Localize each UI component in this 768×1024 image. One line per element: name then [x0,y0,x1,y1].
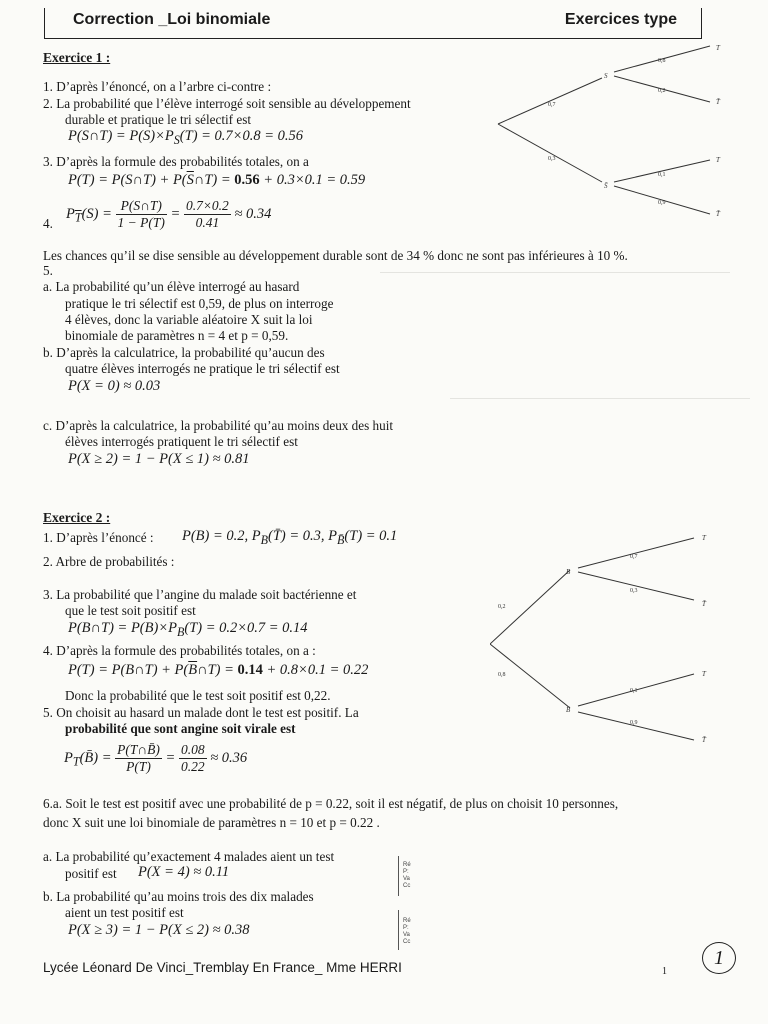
tree-prob-label: 0,3 [548,156,556,162]
ex2-probability-tree [490,528,730,750]
tree-branch [498,124,602,182]
tree-leaf-label: T̄ [716,98,720,106]
exercise-1-title: Exercice 1 : [43,50,111,65]
page-header [44,8,702,39]
tree-leaf-label: T̄ [716,210,720,218]
tree-leaf-label: T [702,670,706,678]
footer-text: Lycée Léonard De Vinci_Tremblay En France_ Mme HERRI [43,960,402,975]
ex1-item-3: 3. D’après la formule des probabilités totales, on a [43,154,309,169]
ex2-item-6a-l2: donc X suit une loi binomiale de paramètres n = 10 et p = 0.22 . [43,815,380,830]
tree-node-label: S̄ [604,182,608,190]
tree-leaf-label: T̄ [702,600,706,608]
tree-prob-label: 0,8 [658,58,666,64]
ex1-item-5c-l2: élèves interrogés pratiquent le tri sélectif est [65,434,298,449]
header-right-label: Exercices type [564,11,677,28]
ex1-item-5a-l4: binomiale de paramètres n = 4 et p = 0,59. [65,328,289,343]
tree-prob-label: 0,9 [658,200,666,206]
ex2-formula-3: P(B∩T) = $P(B)\times P_B(T) = 0.2\times 0.7 = 0.14$ [68,620,308,639]
ex2-item-3: 3. La probabilité que l’angine du malade soit bactérienne et [43,587,357,602]
tree-node-label: B [566,568,571,576]
ex2-item-2: 2. Arbre de probabilités : [43,554,175,569]
ex1-formula-5b: P(X = 0) ≈ 0.03 [68,378,161,394]
ex1-item-5c: c. D’après la calculatrice, la probabilité qu’au moins deux des huit [43,418,394,433]
ex2-item-5: 5. On choisit au hasard un malade dont le test est positif. La [43,705,359,720]
page-number: 1 [702,942,736,974]
ex2-item-6c: b. La probabilité qu’au moins trois des dix malades [43,889,314,904]
ex1-formula-4: $P_{\overline{T}}(S)$ = $\frac{P(S\cap T)}{1 - P(T)}$ = $\frac{0.7\times 0.2}{0.41}$ ≈ 0.34 [66,198,272,230]
ex2-item-6a: 6.a. Soit le test est positif avec une probabilité de p = 0.22, soit il est négatif, de plus on choisit 10 personnes, [43,796,619,811]
tree-branch [578,712,694,740]
ex1-item-4-num: 4. [43,216,53,231]
ex2-formula-6b: P(X = 4) ≈ 0.11 [138,864,230,880]
tree-leaf-label: T̄ [702,736,706,744]
ex1-item-1: 1. D’après l’énoncé, on a l’arbre ci-contre : [43,79,272,94]
ex1-formula-5c: P(X ≥ 2) = 1 − P(X ≤ 1) ≈ 0.81 [68,451,250,467]
tree-prob-label: 0,7 [630,554,638,560]
tree-leaf-label: T [716,156,720,164]
document-title: Correction _Loi binomiale [73,11,271,28]
ex1-item-2-cont: durable et pratique le tri sélectif est [65,112,252,127]
scan-artifact-text: Ré P: Va Cc [403,918,411,945]
ex2-formula-6c: P(X ≥ 3) = 1 − P(X ≤ 2) ≈ 0.38 [68,922,250,938]
tree-leaf-label: T [716,44,720,52]
tree-branch [614,160,710,182]
footer-mark: 1 [662,966,667,977]
ex1-item-5b: b. D’après la calculatrice, la probabilité qu’aucun des [43,345,325,360]
exercise-2-title: Exercice 2 : [43,510,111,525]
tree-prob-label: 0,2 [498,604,506,610]
ex1-item-2: 2. La probabilité que l’élève interrogé soit sensible au développement [43,96,411,111]
ex1-formula-2: P(S∩T) = $P(S)\times P_S(T) = 0.7\times 0.8 = 0.56$ [68,128,303,147]
ex2-item-4: 4. D’après la formule des probabilités totales, on a : [43,643,316,658]
scan-artifact-text: Ré P: Va Cc [403,862,411,889]
tree-branch [578,538,694,568]
ex2-item-4-conclusion: Donc la probabilité que le test soit positif est 0,22. [65,688,331,703]
tree-node-label: S [604,72,608,80]
ex1-conclusion: Les chances qu’il se dise sensible au développement durable sont de 34 % donc ne sont pas inférieures à 10 %. [43,248,628,263]
ex1-item-5a-l2: pratique le tri sélectif est 0,59, de plus on interroge [65,296,334,311]
ex1-item-5b-l2: quatre élèves interrogés ne pratique le tri sélectif est [65,361,340,376]
tree-node-label: B̄ [566,706,571,714]
scan-line [450,398,750,399]
ex2-item-3-cont: que le test soit positif est [65,603,196,618]
tree-prob-label: 0,1 [658,172,666,178]
ex2-formula-1: P(B) = 0.2, $P_B(T̄) = 0.3$, $P_{B̄}(T) = 0.1$ [182,528,398,547]
ex1-probability-tree [490,40,730,225]
scan-line [380,272,730,273]
tree-prob-label: 0,9 [630,720,638,726]
tree-prob-label: 0,1 [630,688,638,694]
tree-prob-label: 0,8 [498,672,506,678]
ex1-formula-3: P(T) = P(S∩T) + $P(\overline{S}\cap T) = 0.56 + 0.3\times 0.1 = 0.59$ [68,172,366,188]
tree-branch [498,78,602,124]
tree-leaf-label: T [702,534,706,542]
ex1-item-5a: a. La probabilité qu’un élève interrogé au hasard [43,279,300,294]
scan-artifact-bar [398,910,399,950]
ex2-item-5-cont: probabilité que sont angine soit virale est [65,721,296,736]
tree-prob-label: 0,7 [548,102,556,108]
ex2-item-6c-l2: aient un test positif est [65,905,184,920]
tree-prob-label: 0,2 [658,88,666,94]
ex2-item-6b-l2: positif est [65,866,117,881]
ex2-item-1: 1. D’après l’énoncé : [43,530,154,545]
ex1-item-5a-l3: 4 élèves, donc la variable aléatoire X suit la loi [65,312,313,327]
tree-prob-label: 0,3 [630,588,638,594]
scan-artifact-bar [398,856,399,896]
ex2-item-6b: a. La probabilité qu’exactement 4 malades aient un test [43,849,335,864]
tree-branch [578,572,694,600]
ex2-formula-4: P(T) = P(B∩T) + $P(\overline{B}\cap T) = 0.14 + 0.8\times 0.1 = 0.22$ [68,662,369,678]
ex1-item-5: 5. [43,263,53,278]
ex2-formula-5: $P_T(B̄)$ = $\frac{P(T\cap B̄)}{P(T)}$ = $\frac{0.08}{0.22}$ ≈ 0.36 [64,742,248,774]
